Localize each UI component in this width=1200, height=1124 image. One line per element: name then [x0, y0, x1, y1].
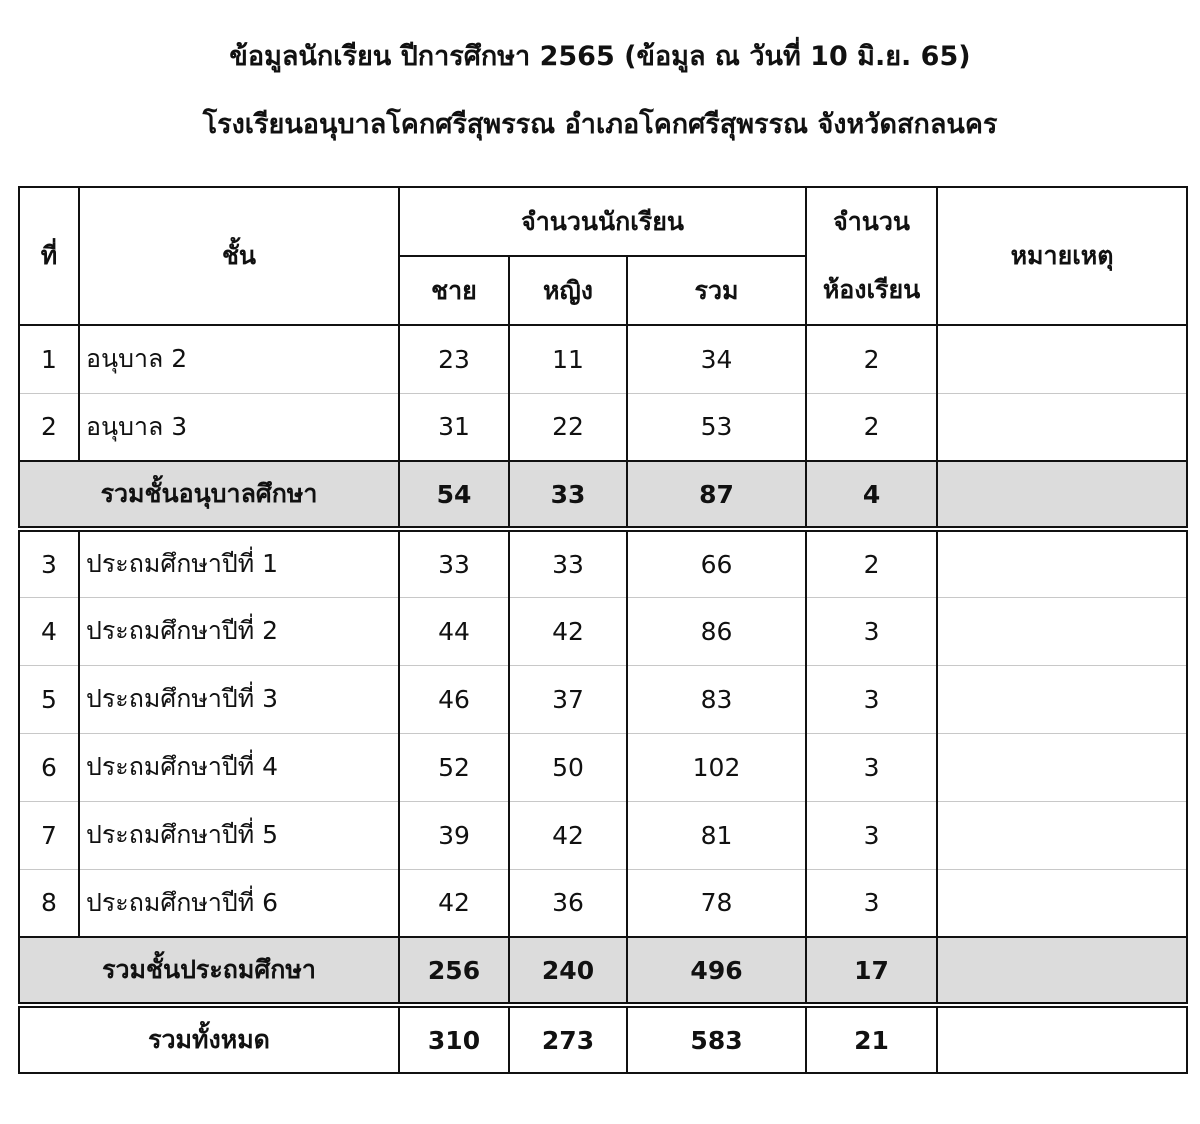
row-grade: อนุบาล 3: [79, 393, 399, 461]
subtotal-note: [937, 937, 1187, 1005]
primary-subtotal-row: [19, 937, 1187, 1005]
document-title: ข้อมูลนักเรียน ปีการศึกษา 2565 (ข้อมูล ณ วันที่ 10 มิ.ย. 65): [229, 41, 971, 72]
row-rooms: 3: [806, 869, 937, 937]
row-grade: ประถมศึกษาปีที่ 4: [79, 733, 399, 801]
row-no: 5: [19, 665, 79, 733]
row-female: 22: [509, 393, 627, 461]
school-subtitle: โรงเรียนอนุบาลโคกศรีสุพรรณ อำเภอโคกศรีสุพรรณ จังหวัดสกลนคร: [202, 109, 998, 140]
row-female: 37: [509, 665, 627, 733]
table-row: [19, 801, 1187, 869]
table-row: [19, 325, 1187, 393]
row-note: [937, 665, 1187, 733]
row-rooms: 2: [806, 325, 937, 393]
col-header-note: หมายเหตุ: [937, 187, 1187, 325]
col-header-rooms-line1: จำนวน: [833, 207, 910, 236]
row-male: 42: [399, 869, 509, 937]
row-no: 8: [19, 869, 79, 937]
col-header-rooms: [806, 187, 937, 325]
row-male: 52: [399, 733, 509, 801]
row-no: 3: [19, 529, 79, 597]
row-grade: ประถมศึกษาปีที่ 5: [79, 801, 399, 869]
row-total: 83: [627, 665, 806, 733]
subtotal-female: 240: [509, 937, 627, 1005]
row-grade: ประถมศึกษาปีที่ 1: [79, 529, 399, 597]
table-row: [19, 733, 1187, 801]
row-note: [937, 869, 1187, 937]
row-total: 78: [627, 869, 806, 937]
subtotal-rooms: 17: [806, 937, 937, 1005]
row-male: 39: [399, 801, 509, 869]
row-total: 66: [627, 529, 806, 597]
subtotal-rooms: 4: [806, 461, 937, 529]
row-rooms: 3: [806, 665, 937, 733]
row-female: 33: [509, 529, 627, 597]
row-rooms: 3: [806, 801, 937, 869]
row-no: 1: [19, 325, 79, 393]
grand-total-male: 310: [399, 1005, 509, 1073]
row-rooms: 3: [806, 597, 937, 665]
subtotal-total: 87: [627, 461, 806, 529]
row-female: 11: [509, 325, 627, 393]
subtotal-label: รวมชั้นประถมศึกษา: [19, 937, 399, 1005]
row-female: 50: [509, 733, 627, 801]
row-no: 7: [19, 801, 79, 869]
row-male: 46: [399, 665, 509, 733]
row-no: 6: [19, 733, 79, 801]
kindergarten-subtotal-row: [19, 461, 1187, 529]
row-total: 86: [627, 597, 806, 665]
row-male: 31: [399, 393, 509, 461]
row-note: [937, 529, 1187, 597]
row-note: [937, 733, 1187, 801]
row-no: 4: [19, 597, 79, 665]
row-no: 2: [19, 393, 79, 461]
row-male: 33: [399, 529, 509, 597]
table-row: [19, 597, 1187, 665]
table-row: [19, 529, 1187, 597]
row-note: [937, 801, 1187, 869]
subtotal-female: 33: [509, 461, 627, 529]
subtotal-total: 496: [627, 937, 806, 1005]
row-grade: ประถมศึกษาปีที่ 6: [79, 869, 399, 937]
subtotal-label: รวมชั้นอนุบาลศึกษา: [19, 461, 399, 529]
row-female: 42: [509, 597, 627, 665]
row-total: 102: [627, 733, 806, 801]
row-note: [937, 325, 1187, 393]
col-header-male: ชาย: [399, 256, 509, 325]
row-total: 81: [627, 801, 806, 869]
student-count-table: [18, 186, 1188, 1074]
row-total: 34: [627, 325, 806, 393]
grand-total-female: 273: [509, 1005, 627, 1073]
table-row: [19, 665, 1187, 733]
grand-total-label: รวมทั้งหมด: [19, 1005, 399, 1073]
col-header-student-count: จำนวนนักเรียน: [399, 187, 806, 256]
subtotal-note: [937, 461, 1187, 529]
row-male: 23: [399, 325, 509, 393]
col-header-female: หญิง: [509, 256, 627, 325]
row-rooms: 2: [806, 393, 937, 461]
row-rooms: 3: [806, 733, 937, 801]
subtotal-male: 256: [399, 937, 509, 1005]
col-header-grade: ชั้น: [79, 187, 399, 325]
col-header-rooms-line2: ห้องเรียน: [822, 275, 921, 304]
subtotal-male: 54: [399, 461, 509, 529]
table-row: [19, 869, 1187, 937]
row-grade: ประถมศึกษาปีที่ 3: [79, 665, 399, 733]
grand-total-note: [937, 1005, 1187, 1073]
table-header-row: [19, 187, 1187, 256]
grand-total-rooms: 21: [806, 1005, 937, 1073]
grand-total-row: [19, 1005, 1187, 1073]
row-note: [937, 597, 1187, 665]
table-row: [19, 393, 1187, 461]
row-female: 36: [509, 869, 627, 937]
row-rooms: 2: [806, 529, 937, 597]
row-grade: อนุบาล 2: [79, 325, 399, 393]
col-header-total: รวม: [627, 256, 806, 325]
col-header-no: ที่: [19, 187, 79, 325]
row-grade: ประถมศึกษาปีที่ 2: [79, 597, 399, 665]
grand-total-total: 583: [627, 1005, 806, 1073]
row-female: 42: [509, 801, 627, 869]
row-total: 53: [627, 393, 806, 461]
row-note: [937, 393, 1187, 461]
row-male: 44: [399, 597, 509, 665]
